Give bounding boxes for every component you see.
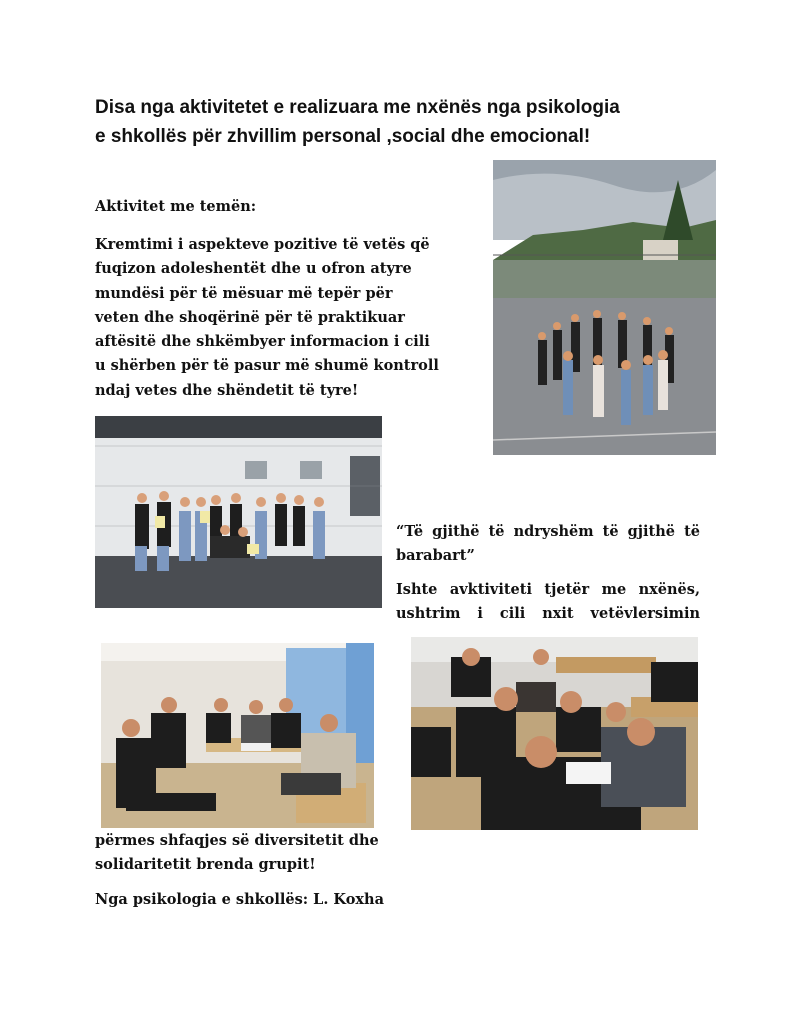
description-line: aftësitë dhe shkëmbyer informacion i cili [95, 333, 430, 351]
description-line: mundësi për të mësuar më tepër për [95, 284, 393, 302]
description-line: u shërben për të pasur më shumë kontroll [95, 357, 439, 375]
description-line: veten dhe shoqërinë për të praktikuar [95, 308, 405, 326]
photo-group-work [411, 637, 698, 830]
continuation-line: solidaritetit brenda grupit! [95, 856, 316, 873]
photo-group-certificates-image [95, 416, 382, 608]
description-line: fuqizon adoleshentët dhe u ofron atyre [95, 260, 412, 278]
activity-quote: “Të gjithë të ndryshëm të gjithë të barabart” [396, 523, 700, 564]
activity-text: Ishte avktiviteti tjetër me nxënës, ushtrim i cili nxit vetëvlersimin [396, 581, 700, 622]
activity-continuation [95, 829, 400, 877]
photo-group-certificates [95, 416, 382, 608]
photo-group-work-image [411, 637, 698, 830]
activity-heading: Aktivitet me temën: [95, 198, 257, 215]
description-line: ndaj vetes dhe shëndetit të tyre! [95, 381, 359, 399]
title-line-2: e shkollës për zhvillim personal ,social dhe emocional! [95, 126, 591, 147]
description-line: Kremtimi i aspekteve pozitive të vetës që [95, 236, 430, 253]
title-line-1: Disa nga aktivitetet e realizuara me nxënës nga psikologia [95, 97, 620, 118]
photo-classroom-tables [101, 643, 374, 828]
photo-schoolyard-circle [493, 160, 716, 455]
page-title [95, 93, 715, 151]
photo-schoolyard-circle-image [493, 160, 716, 455]
photo-classroom-tables-image [101, 643, 374, 828]
signature: Nga psikologia e shkollës: L. Koxha [95, 891, 384, 908]
continuation-line: përmes shfaqjes së diversitetit dhe [95, 832, 379, 849]
activity-description [95, 233, 460, 403]
